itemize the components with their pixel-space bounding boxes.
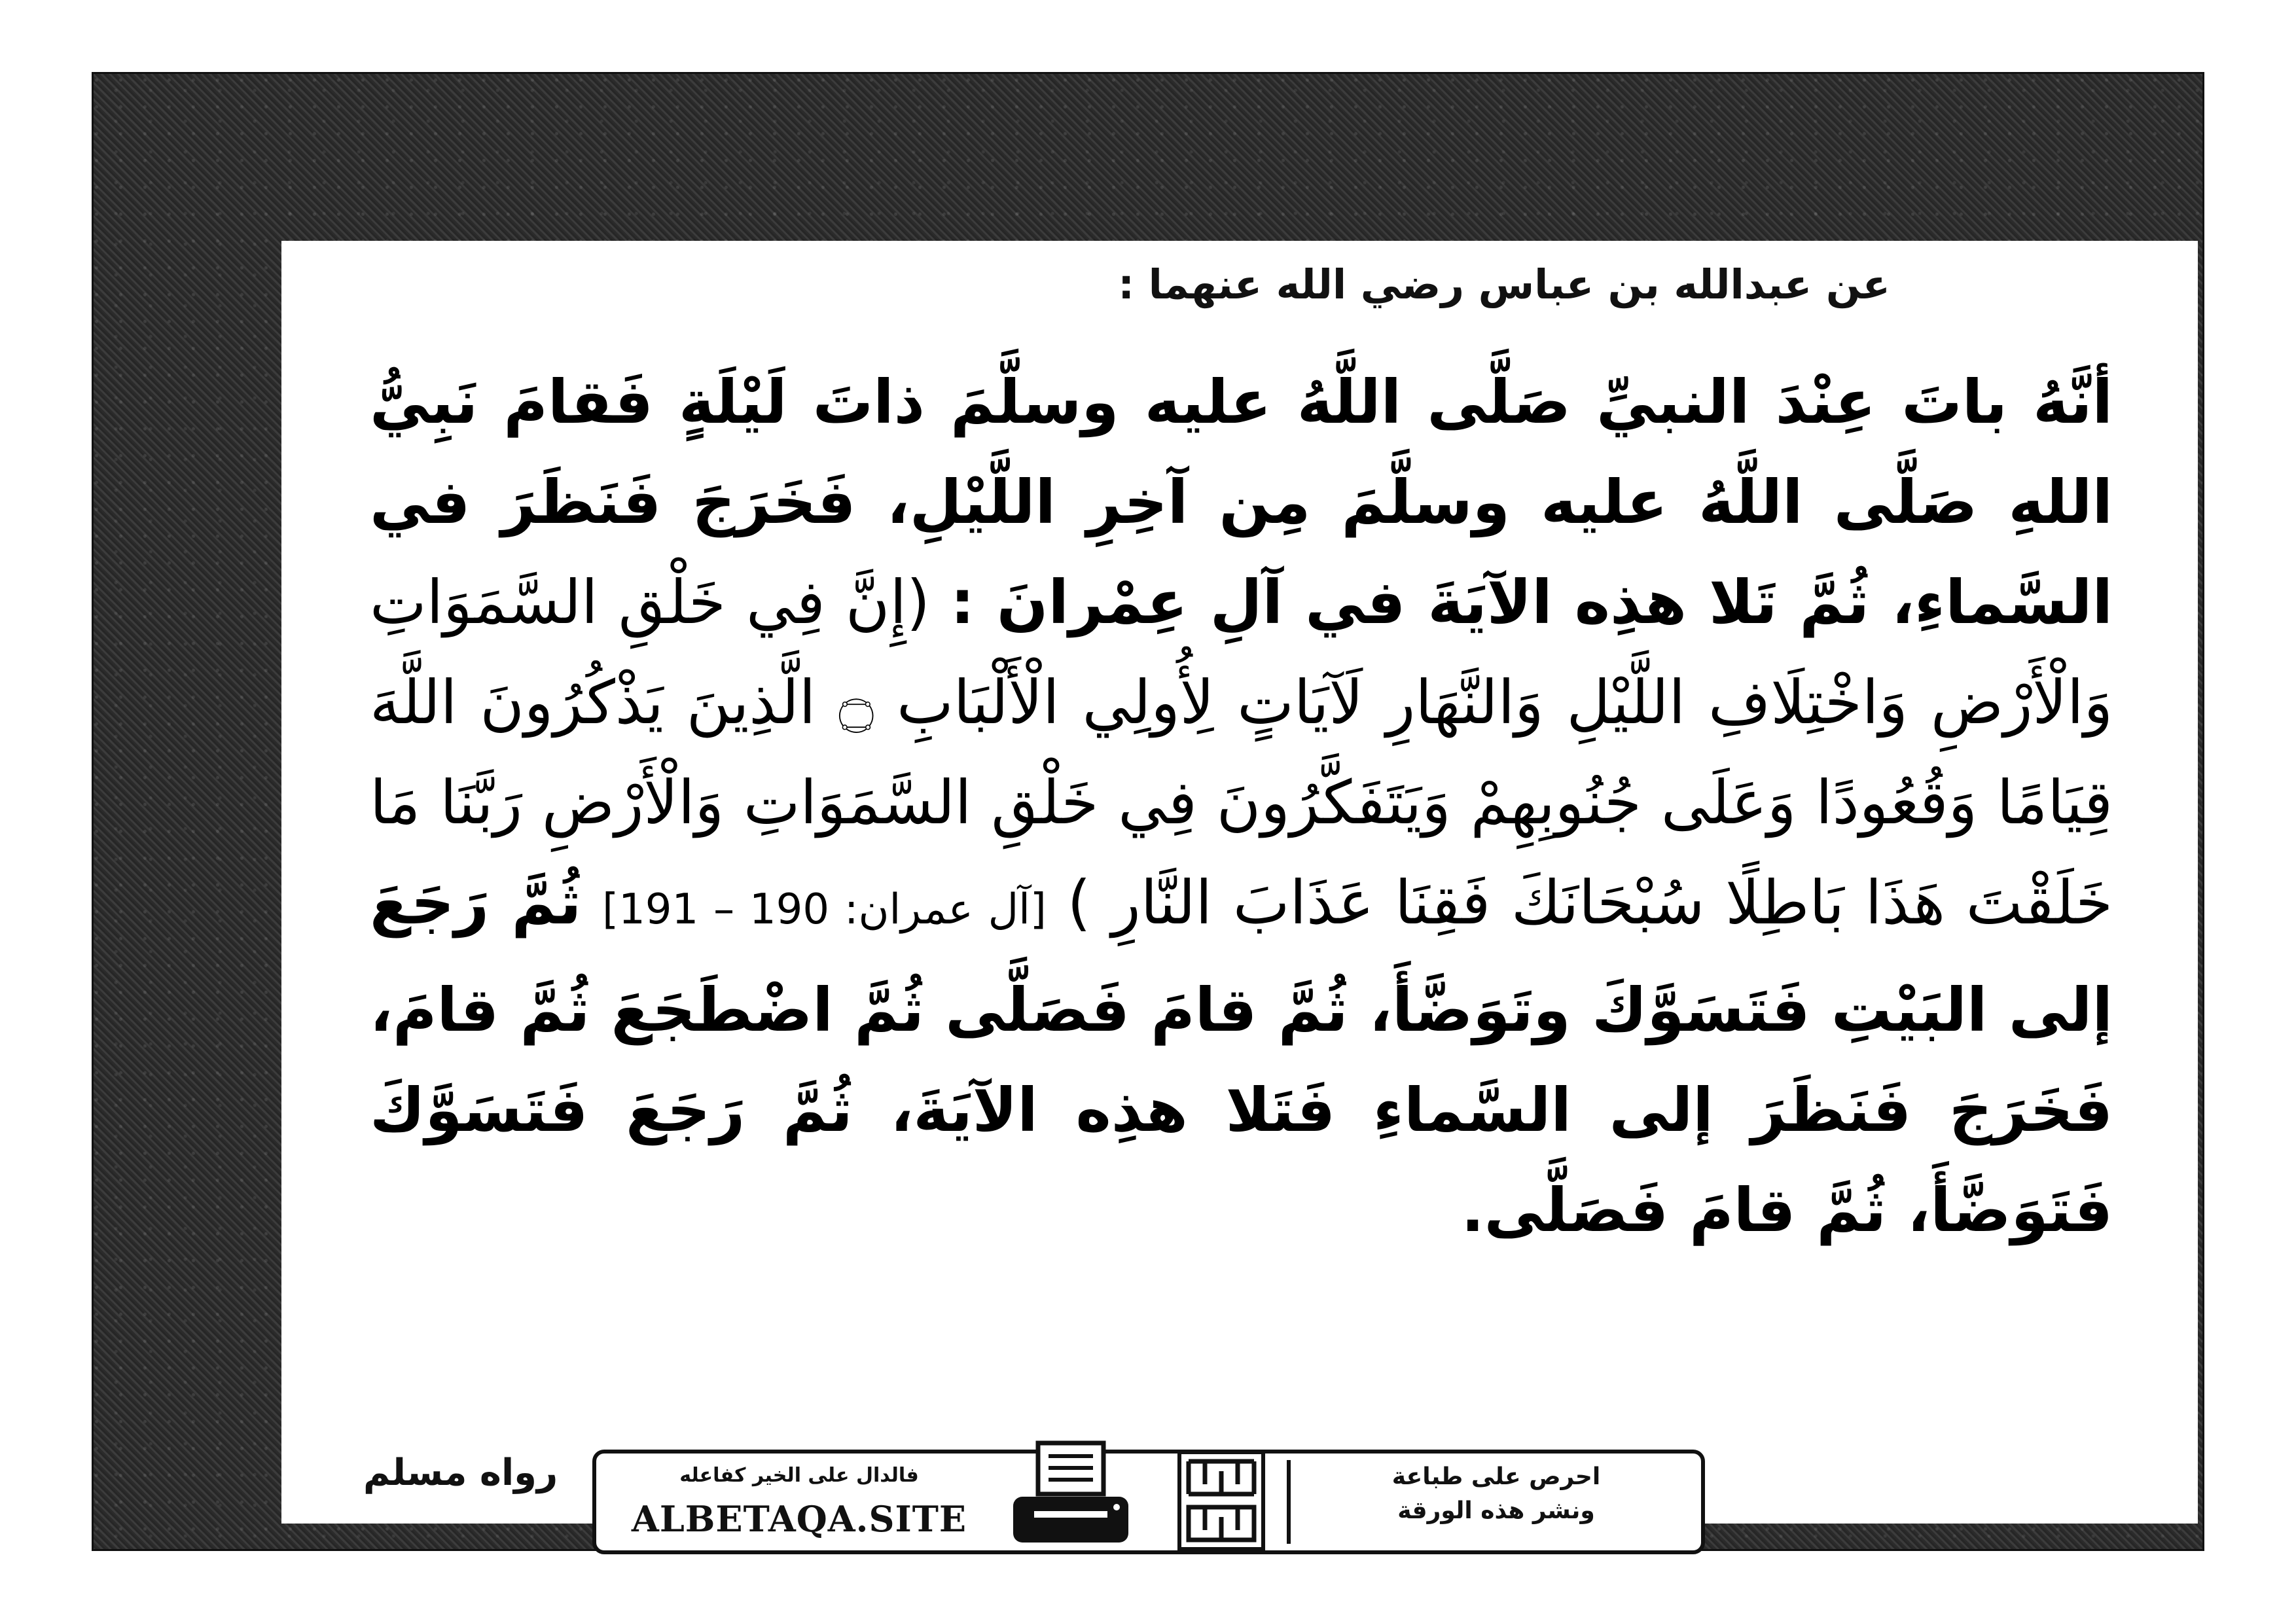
decorative-frame — [92, 72, 2204, 1551]
footer-banner — [592, 1450, 1705, 1554]
hadith-text — [370, 352, 2113, 1260]
content-panel — [281, 241, 2198, 1524]
hadith-part-2: ثُمَّ رَجَعَ إلى البَيْتِ فَتَسَوَّكَ وتَوَضَّأَ، ثُمَّ قامَ فَصَلَّى ثُمَّ اضْطَجَعَ ثُمَّ قامَ، فَخَرَجَ فَنَظَرَ إلى السَّماءِ فَتَلا هذِه الآيَةَ، ثُمَّ رَجَعَ فَتَسَوَّكَ فَتَوَضَّأَ، ثُمَّ قامَ فَصَلَّى. — [370, 868, 2113, 1245]
hadith-source: رواه مسلم — [363, 1452, 558, 1494]
appeal-line-2: ونشر هذه الورقة — [1397, 1497, 1595, 1524]
narrator-line: عن عبدالله بن عباس رضي الله عنهما : — [1118, 260, 1890, 308]
banner-divider — [1287, 1460, 1291, 1544]
website-link[interactable]: ALBETAQA.SITE — [631, 1498, 967, 1540]
quran-verse: (إِنَّ فِي خَلْقِ السَّمَوَاتِ وَالْأَرْضِ وَاخْتِلَافِ اللَّيْلِ وَالنَّهَارِ لَآيَاتٍ لِأُولِي الْأَلْبَابِ ۝ الَّذِينَ يَذْكُرُونَ اللَّهَ قِيَامًا وَقُعُودًا وَعَلَى جُنُوبِهِمْ وَيَتَفَكَّرُونَ فِي خَلْقِ السَّمَوَاتِ وَالْأَرْضِ رَبَّنَا مَا خَلَقْتَ هَذَا بَاطِلًا سُبْحَانَكَ فَقِنَا عَذَابَ النَّارِ ) — [370, 567, 2113, 938]
verse-reference: [آل عمران: 190 – 191] — [602, 885, 1047, 934]
printer-icon — [1005, 1434, 1136, 1552]
hadith-part-1: أنَّهُ باتَ عِنْدَ النبيِّ صَلَّى اللَّهُ عليه وسلَّمَ ذاتَ لَيْلَةٍ فَقامَ نَبِيُّ اللهِ صَلَّى اللَّهُ عليه وسلَّمَ مِن آخِرِ اللَّيْلِ، فَخَرَجَ فَنَظَرَ في السَّماءِ، ثُمَّ تَلا هذِه الآيَةَ في آلِ عِمْرانَ : — [370, 367, 2113, 637]
website-box — [603, 1460, 996, 1544]
appeal-box — [1300, 1460, 1693, 1544]
appeal-line-1: احرص على طباعة — [1391, 1463, 1601, 1490]
slogan: فالدال على الخير كفاعله — [679, 1464, 919, 1487]
calligraphy-logo — [1175, 1448, 1267, 1553]
